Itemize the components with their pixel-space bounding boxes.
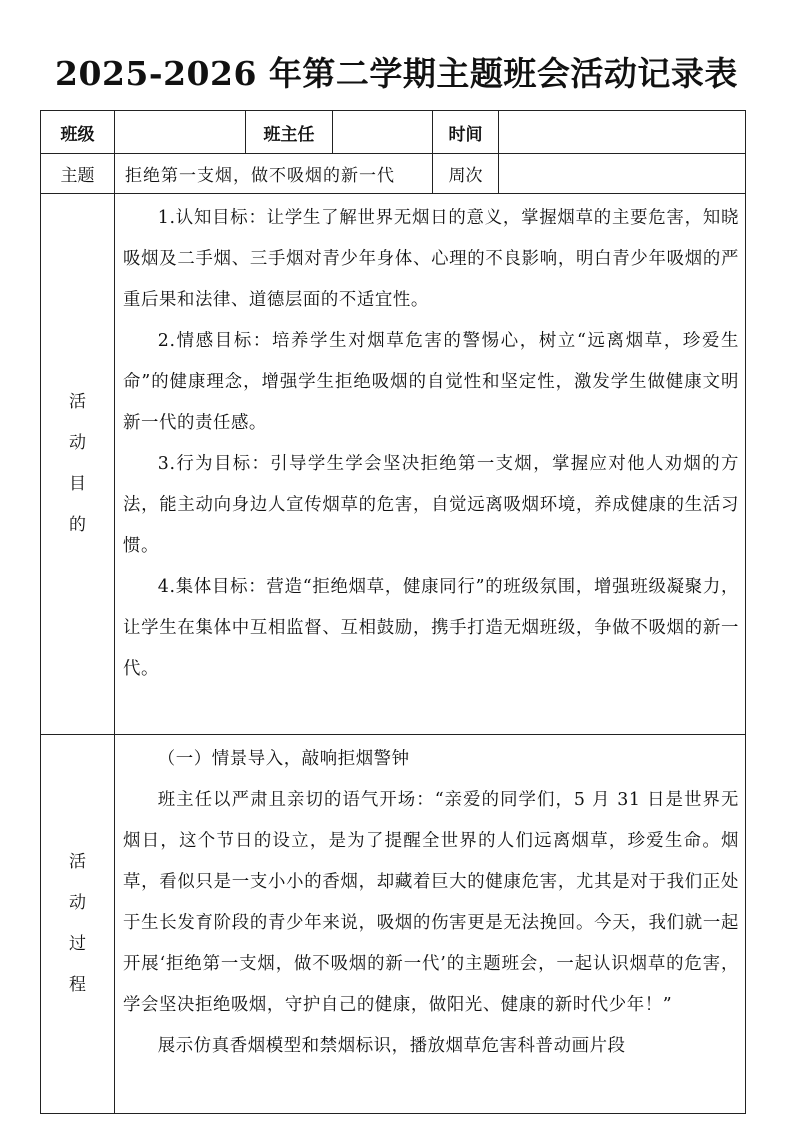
page-title: 2025-2026 年第二学期主题班会活动记录表	[55, 54, 738, 93]
process-paragraph-display: 展示仿真香烟模型和禁烟标识，播放烟草危害科普动画片段	[157, 1036, 626, 1056]
topic-label: 主题	[41, 154, 115, 194]
record-table	[40, 110, 746, 1114]
header-row	[41, 111, 746, 154]
week-label: 周次	[433, 154, 499, 194]
process-row	[41, 735, 746, 1114]
purpose-label-char: 活	[69, 392, 86, 412]
purpose-label-char: 动	[69, 433, 86, 453]
purpose-paragraph-behavioral: 3.行为目标：引导学生学会坚决拒绝第一支烟，掌握应对他人劝烟的方法，能主动向身边人宣传烟草的危害，自觉远离吸烟环境，养成健康的生活习惯。	[123, 454, 739, 556]
week-value-field[interactable]	[499, 154, 746, 194]
purpose-label	[41, 194, 115, 735]
process-paragraph-intro: 班主任以严肃且亲切的语气开场：“亲爱的同学们，5 月 31 日是世界无烟日，这个节日的设立，是为了提醒全世界的人们远离烟草，珍爱生命。烟草，看似只是一支小小的香烟，却藏着巨大的健康危害，尤其是对于我们正处于生长发育阶段的青少年来说，吸烟的伤害更是无法挽回。今天，我们就一起开展‘拒绝第一支烟，做不吸烟的新一代’的主题班会，一起认识烟草的危害，学会坚决拒绝吸烟，守护自己的健康，做阳光、健康的新时代少年！”	[123, 790, 739, 1015]
purpose-label-char: 的	[69, 515, 86, 535]
purpose-paragraph-cognitive: 1.认知目标：让学生了解世界无烟日的意义，掌握烟草的主要危害，知晓吸烟及二手烟、三手烟对青少年身体、心理的不良影响，明白青少年吸烟的严重后果和法律、道德层面的不适宜性。	[123, 208, 739, 310]
time-label: 时间	[433, 111, 499, 154]
teacher-value-field[interactable]	[333, 111, 433, 154]
process-label-char: 动	[69, 893, 86, 913]
purpose-paragraph-emotional: 2.情感目标：培养学生对烟草危害的警惕心，树立“远离烟草，珍爱生命”的健康理念，增强学生拒绝吸烟的自觉性和坚定性，激发学生做健康文明新一代的责任感。	[123, 331, 739, 433]
purpose-content[interactable]	[115, 194, 746, 735]
process-section-title: （一）情景导入，敲响拒烟警钟	[157, 749, 410, 769]
teacher-label: 班主任	[246, 111, 333, 154]
purpose-paragraph-collective: 4.集体目标：营造“拒绝烟草，健康同行”的班级氛围，增强班级凝聚力，让学生在集体中互相监督、互相鼓励，携手打造无烟班级，争做不吸烟的新一代。	[123, 577, 739, 679]
purpose-label-char: 目	[69, 474, 86, 494]
process-content[interactable]	[115, 735, 746, 1114]
process-label-char: 活	[69, 852, 86, 872]
purpose-row	[41, 194, 746, 735]
process-label-char: 程	[69, 975, 86, 995]
topic-row	[41, 154, 746, 194]
class-label: 班级	[41, 111, 115, 154]
process-label-char: 过	[69, 934, 86, 954]
class-value-field[interactable]	[115, 111, 246, 154]
process-label	[41, 735, 115, 1114]
time-value-field[interactable]	[499, 111, 746, 154]
topic-value[interactable]: 拒绝第一支烟，做不吸烟的新一代	[115, 154, 433, 194]
